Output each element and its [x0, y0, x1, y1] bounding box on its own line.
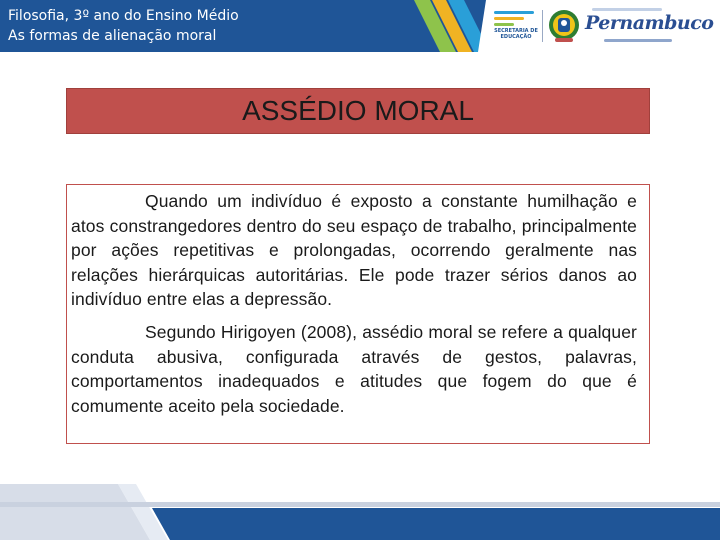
- footer-decoration: [0, 484, 720, 540]
- state-name-subline: [604, 39, 672, 42]
- state-name-logo: Pernambuco: [585, 12, 714, 34]
- subject-line: Filosofia, 3º ano do Ensino Médio: [8, 8, 239, 24]
- paragraph-2: Segundo Hirigoyen (2008), assédio moral se refere a qualquer conduta abusiva, configurada através de gestos, palavras, comportamentos inadequados e atitudes que fogem do que é comumente aceito pela sociedade.: [71, 322, 637, 416]
- coat-of-arms-icon: [547, 8, 581, 44]
- logo-divider: [542, 10, 543, 42]
- header-bar: [0, 0, 720, 52]
- secretaria-mark-icon: [494, 8, 538, 28]
- topic-line: As formas de alienação moral: [8, 28, 217, 44]
- secretaria-logo: [494, 8, 538, 44]
- header-text: [8, 6, 239, 46]
- paragraph-1: Quando um indivíduo é exposto a constante humilhação e atos constrangedores dentro do seu espaço de trabalho, principalmente por ações repetitivas e prolongadas, ocorrendo geralmente nas relações hierárquicas autoritárias. Ele pode trazer sérios danos ao indivíduo entre elas a depressão.: [71, 191, 637, 309]
- secretaria-label: SECRETARIA DE EDUCAÇÃO: [494, 28, 538, 40]
- content-box: [66, 184, 650, 444]
- decorative-stripes: [400, 0, 490, 52]
- slide-title: ASSÉDIO MORAL: [242, 95, 474, 126]
- state-name-topline: [592, 8, 662, 11]
- slide-title-box: [66, 88, 650, 134]
